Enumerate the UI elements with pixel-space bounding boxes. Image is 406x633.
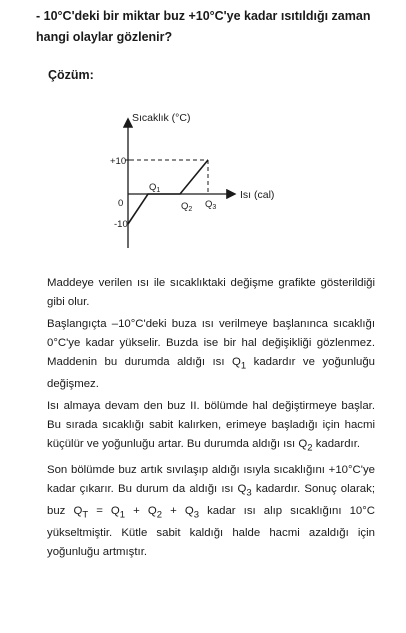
solution-label: Çözüm: bbox=[48, 68, 94, 82]
paragraph-1: Maddeye verilen ısı ile sıcaklıktaki değişme grafikte gösterildiği gibi olur. bbox=[47, 277, 375, 308]
y-axis-label: Sıcaklık (°C) bbox=[132, 112, 191, 124]
q1-label: $Q_1$ bbox=[149, 182, 161, 194]
paragraph-3: Isı almaya devam den buz II. bölümde hal değiştirmeye başlar. Bu sırada sıcaklığı sabit kalırken, erimeye başladığı için hacmi küçülür ve yoğunluğu artar. Bu durumda aldığı ısı $Q_2$ kadardır. bbox=[47, 400, 375, 454]
q3-label: $Q_3$ bbox=[205, 199, 217, 211]
q2-label: $Q_2$ bbox=[181, 201, 193, 213]
heating-curve-line bbox=[128, 160, 208, 224]
solution-body bbox=[47, 274, 375, 565]
y-tick-plus10: +10 bbox=[110, 156, 127, 167]
y-tick-minus10: -10 bbox=[114, 219, 128, 230]
origin-label: 0 bbox=[118, 198, 124, 209]
paragraph-4: Son bölümde buz artık sıvılaşıp aldığı ısıyla sıcaklığını +10°C'ye kadar çıkarır. Bu durum da aldığı ısı $Q_3$ kadardır. Sonuç olarak; buz $Q_T = Q_1 + Q_2 + Q_3$ kadar ısı alıp sıcaklığını 10°C yükseltmiştir. Kütle sabit kaldığı halde hacmi azaldığı için yoğunluğu artmıştır. bbox=[47, 463, 376, 559]
question-text: - 10°C'deki bir miktar buz +10°C'ye kadar ısıtıldığı zaman hangi olaylar gözlenir? bbox=[36, 9, 371, 44]
heating-curve-graph bbox=[108, 108, 308, 258]
x-axis-label: Isı (cal) bbox=[240, 189, 275, 201]
paragraph-2: Başlangıçta –10°C'deki buza ısı verilmeye başlanınca sıcaklığı 0°C'ye kadar yükselir. Buzda ise bir hal değişikliği gözlenmez. Maddenin bu durumda aldığı ısı $Q_1$ kadardır ve yoğunluğu değişmez. bbox=[47, 318, 375, 391]
